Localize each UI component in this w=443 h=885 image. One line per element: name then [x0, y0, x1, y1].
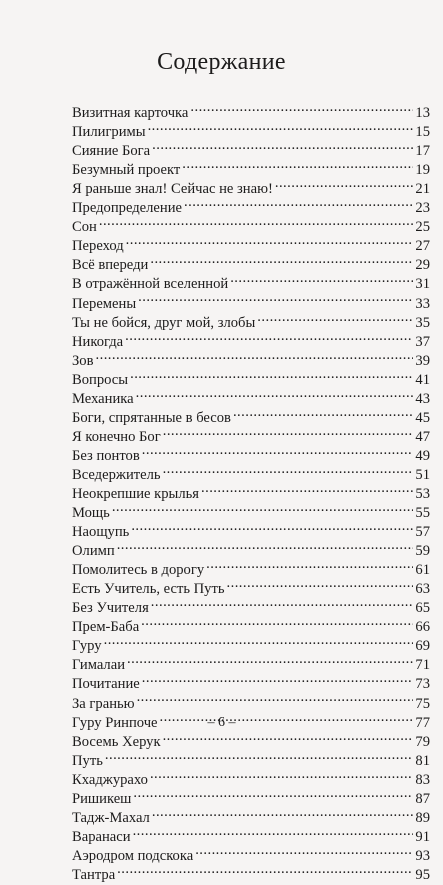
toc-entry-title: Кхаджурахо	[72, 771, 148, 788]
dot-leader	[152, 803, 414, 822]
toc-entry-title: Сияние Бога	[72, 143, 151, 160]
dot-leader	[184, 193, 413, 212]
toc-entry	[72, 231, 430, 255]
toc-entry-page: 77	[415, 714, 430, 731]
dot-leader	[138, 288, 413, 307]
toc-entry-page: 83	[415, 771, 430, 788]
dot-leader	[130, 365, 413, 384]
dot-leader	[195, 841, 413, 860]
toc-entry-page: 93	[415, 847, 430, 864]
toc-entry-title: Вопросы	[72, 371, 129, 388]
toc-entry	[72, 98, 430, 122]
dot-leader	[99, 212, 414, 231]
toc-entry-title: Визитная карточка	[72, 105, 189, 122]
dot-leader	[142, 669, 414, 688]
toc-entry-title: Без понтов	[72, 447, 140, 464]
dot-leader	[206, 555, 413, 574]
toc-entry-page: 13	[415, 105, 430, 122]
toc-entry-title: Пилигримы	[72, 124, 146, 141]
toc-entry-page: 33	[415, 295, 430, 312]
toc-entry-title: Боги, спрятанные в бесов	[72, 409, 231, 426]
toc-entry-page: 89	[415, 809, 430, 826]
toc-entry-title: Вседержитель	[72, 466, 161, 483]
dot-leader	[125, 327, 413, 346]
toc-entry	[72, 765, 430, 788]
toc-entry	[72, 631, 430, 655]
dot-leader	[141, 612, 413, 631]
dot-leader	[137, 688, 414, 707]
toc-entry-page: 87	[415, 790, 430, 807]
toc-entry-title: Прем-Баба	[72, 619, 140, 636]
toc-entry-page: 29	[415, 257, 430, 274]
toc-entry-title: Никогда	[72, 333, 124, 350]
toc-entry-title: Я конечно Бог	[72, 428, 161, 445]
toc-entry-title: Почитание	[72, 676, 140, 693]
toc-entry-title: Тадж-Махал	[72, 809, 150, 826]
toc-entry-page: 57	[415, 524, 430, 541]
toc-entry-page: 69	[415, 638, 430, 655]
toc-entry-page: 53	[415, 485, 430, 502]
toc-entry	[72, 517, 430, 541]
toc-entry-title: Есть Учитель, есть Путь	[72, 581, 225, 598]
toc-entry-title: В отражённой вселенной	[72, 276, 229, 293]
toc-entry	[72, 860, 430, 883]
toc-entry-page: 81	[415, 752, 430, 769]
toc-entry-title: Путь	[72, 752, 103, 769]
dot-leader	[201, 479, 413, 498]
toc-entry-page: 27	[415, 238, 430, 255]
toc-entry-page: 47	[415, 428, 430, 445]
toc-entry-page: 79	[415, 733, 430, 750]
page-title: Содержание	[157, 49, 286, 75]
toc-entry-title: Мощь	[72, 505, 110, 522]
toc-entry	[72, 327, 430, 350]
dot-leader	[227, 574, 414, 593]
toc-entry-page: 55	[415, 505, 430, 522]
toc-entry-title: Помолитесь в дорогу	[72, 562, 205, 579]
dot-leader	[127, 650, 413, 669]
toc-entry	[72, 346, 430, 369]
toc-entry-title: Сон	[72, 219, 97, 236]
toc-entry-page: 35	[415, 314, 430, 331]
toc-entry-title: Гималаи	[72, 657, 126, 674]
toc-entry-title: Тантра	[72, 866, 116, 883]
toc-entry-title: Восемь Херук	[72, 733, 161, 750]
dot-leader	[117, 860, 413, 879]
toc-entry-page: 43	[415, 390, 430, 407]
toc-entry-title: Зов	[72, 352, 94, 369]
toc-entry-title: Ришикеш	[72, 790, 132, 807]
toc-entry	[72, 498, 430, 522]
dot-leader	[96, 346, 414, 365]
dot-leader	[148, 117, 414, 136]
dot-leader	[151, 593, 414, 612]
dot-leader	[190, 98, 413, 117]
toc-entry-title: Перемены	[72, 295, 137, 312]
toc-entry	[72, 365, 430, 388]
dot-leader	[131, 517, 413, 536]
toc-entry-title: Варанаси	[72, 828, 131, 845]
dot-leader	[112, 498, 414, 517]
toc-entry-title: Без Учителя	[72, 600, 149, 617]
toc-entry-page: 73	[415, 676, 430, 693]
toc-entry-page: 15	[415, 124, 430, 141]
toc-entry-title: Неокрепшие крылья	[72, 485, 200, 502]
toc-entry-title: Гуру Ринпоче	[72, 714, 158, 731]
dot-leader	[150, 765, 413, 784]
toc-entry-page: 25	[415, 219, 430, 236]
dot-leader	[233, 403, 413, 422]
toc-entry-title: За гранью	[72, 695, 135, 712]
toc-entry-title: Механика	[72, 390, 134, 407]
toc-entry-page: 37	[415, 333, 430, 350]
dot-leader	[152, 136, 413, 155]
dot-leader	[150, 250, 413, 269]
toc-entry-page: 45	[415, 409, 430, 426]
dot-leader	[230, 269, 413, 288]
toc-entry-page: 61	[415, 562, 430, 579]
dot-leader	[275, 174, 414, 193]
toc-entry	[72, 536, 430, 560]
dot-leader	[133, 784, 413, 803]
toc-entry-page: 91	[415, 828, 430, 845]
dot-leader	[126, 231, 414, 250]
dot-leader	[117, 536, 414, 555]
dot-leader	[142, 441, 414, 460]
toc-entry-title: Наощупь	[72, 524, 130, 541]
toc-entry	[72, 212, 430, 236]
dot-leader	[133, 822, 414, 841]
toc-entry-title: Гуру	[72, 638, 102, 655]
toc-entry-page: 66	[415, 619, 430, 636]
toc-entry-title: Аэродром подскока	[72, 847, 194, 864]
dot-leader	[257, 308, 413, 327]
toc-entry-page: 39	[415, 352, 430, 369]
toc-entry-page: 41	[415, 371, 430, 388]
toc-entry-title: Предопределение	[72, 200, 182, 217]
toc-entry	[72, 250, 430, 274]
toc-entry-page: 49	[415, 447, 430, 464]
toc-entry-page: 75	[415, 695, 430, 712]
toc-entry-title: Переход	[72, 238, 124, 255]
dot-leader	[136, 384, 414, 403]
table-of-contents	[72, 98, 430, 883]
dot-leader	[104, 631, 414, 650]
toc-entry-page: 31	[415, 276, 430, 293]
toc-entry-page: 65	[415, 600, 430, 617]
toc-entry	[72, 650, 430, 674]
toc-entry-page: 19	[415, 162, 430, 179]
toc-entry-title: Я раньше знал! Сейчас не знаю!	[72, 181, 273, 198]
dot-leader	[163, 460, 414, 479]
dot-leader	[182, 155, 413, 174]
toc-entry-title: Безумный проект	[72, 162, 181, 179]
toc-entry-page: 17	[415, 143, 430, 160]
toc-entry-page: 59	[415, 543, 430, 560]
toc-entry-page: 95	[415, 866, 430, 883]
toc-entry-page: 21	[415, 181, 430, 198]
toc-entry-page: 63	[415, 581, 430, 598]
page-number: – 6 –	[207, 715, 236, 730]
dot-leader	[105, 746, 414, 765]
toc-entry-title: Ты не бойся, друг мой, злобы	[72, 314, 256, 331]
toc-entry-page: 23	[415, 200, 430, 217]
toc-entry	[72, 555, 430, 579]
toc-entry-title: Олимп	[72, 543, 115, 560]
dot-leader	[163, 422, 414, 441]
toc-entry-title: Всё впереди	[72, 257, 149, 274]
toc-entry-page: 51	[415, 466, 430, 483]
toc-entry	[72, 746, 430, 769]
toc-entry-page: 71	[415, 657, 430, 674]
